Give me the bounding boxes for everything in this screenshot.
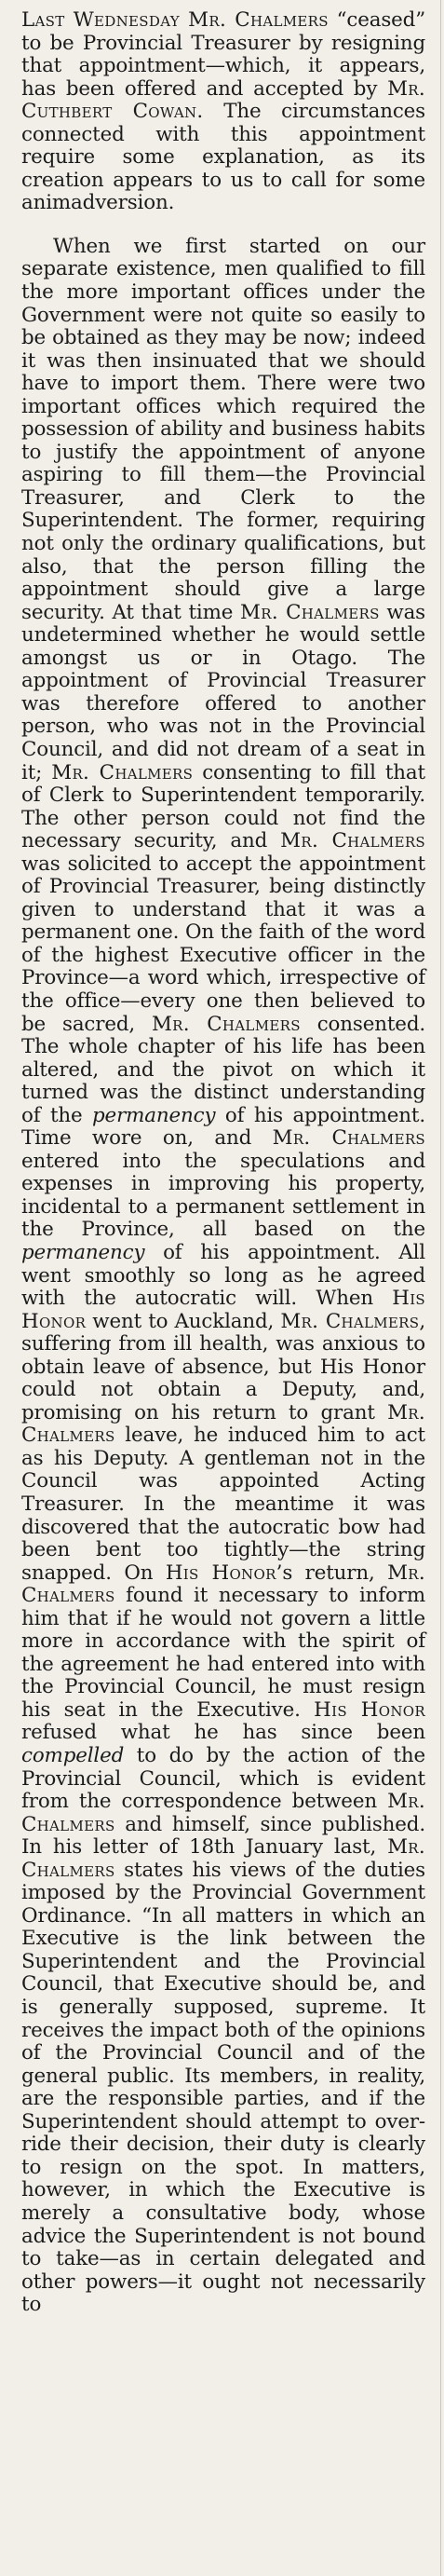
small-caps-name: Mr. Chalmers — [280, 829, 426, 853]
small-caps-name: His Honor — [165, 1561, 276, 1585]
small-caps-name: Mr. Chalmers — [151, 1012, 301, 1036]
small-caps-name: His Honor — [21, 1287, 433, 1333]
small-caps-name: Mr. Chalmers — [272, 1126, 425, 1151]
text-run: states his views of the duties imposed by the Provincial Government Ordinance. “In all matters in which an Executive is the link between the Superintendent and the Provincial Council, that Executive should be, and is generally supposed, supreme. It receives the impact both of the opinions of the Provincial Council and of the general public. Its members, in reality, are the responsible parties, and if the Superintendent should attempt to over-ride their decision, their duty is clearly to resign on the spot. In matters, however, in which the Executive is merely a consultative body, whose advice the Superintendent is not bound to take—as in certain delegated and other powers—it ought not necessarily to — [21, 1858, 432, 2317]
small-caps-name: Mr. Chalmers — [21, 1400, 433, 1448]
small-caps-name: His Honor — [314, 1697, 425, 1722]
small-caps-name: Mr. Chalmers — [21, 1790, 433, 1836]
text-run: was solicited to accept the appointment of Provincial Treasurer, being distinctly given to understand that it was a permanent one. On the faith of the word of the highest Executive officer in the Province—a word which, irrespective of the office—every one then believed to be sacred, — [21, 829, 432, 1036]
small-caps-name: Mr. Chalmers — [280, 1309, 420, 1333]
text-run: found it necessary to inform him that if he would not govern a little more in accordance with the spirit of the agreement he had entered into with the Provincial Council, he must resign his seat in the Executive. — [21, 1584, 432, 1722]
italic-emphasis: permanency — [92, 1103, 216, 1127]
italic-emphasis: compelled — [21, 1744, 125, 1768]
text-run: consenting to fill that of Clerk to Superintendent temporarily. The other person could not find the necessary security, and — [21, 760, 432, 853]
text-run: The circumstances connected with this appointment require some explanation, as its creation appears to us to call for some animadversion. — [21, 100, 432, 215]
small-caps-name: Mr. Cuthbert Cowan. — [21, 76, 433, 124]
small-caps-name: Mr. Chalmers — [21, 1561, 433, 1608]
text-run: “ceased” to be Provincial Treasurer by resigning that appointment—which, it appears, has been offered and accepted by — [21, 8, 432, 101]
small-caps-name: Mr. Chalmers — [21, 1835, 433, 1882]
text-run: was undetermined whether he would settle amongst us or in Otago. The appointment of Provincial Treasurer was therefore offered to another person, who was not in the Provincial Council, and did not dream of a seat in it; — [21, 600, 432, 784]
small-caps-name: Mr. Chalmers — [240, 600, 380, 624]
text-run: went to Auckland, — [86, 1309, 281, 1333]
article-paragraph — [21, 8, 433, 215]
text-run: and himself, since published. In his letter of 18th January last, — [21, 1812, 432, 1860]
text-run: , suffering from ill health, was anxious to obtain leave of absence, but His Honor could not obtain a Deputy, and, promising on his return to grant — [21, 1309, 432, 1424]
text-run: When we first started on our separate existence, men qualified to fill the more important offices under the Government were not quite so easily to be obtained as they may be now; indeed it was then insinuated that we should have to import them. There were two important offices which required the possession of ability and business habits to justify the appointment of anyone aspiring to fill them—the Provincial Treasurer, and Clerk to the Superintendent. The former, requiring not only the ordinary qualifications, but also, that the person filling the appointment should give a large security. At that time — [21, 234, 432, 624]
small-caps-name: Mr. Chalmers — [51, 760, 194, 784]
column-rule — [440, 0, 441, 2576]
text-run: consented. The whole chapter of his life has been altered, and the pivot on which it turned was the distinct understanding of the — [21, 1012, 432, 1127]
article-paragraph — [21, 234, 433, 2317]
text-run: of his appointment. Time wore on, and — [21, 1103, 432, 1151]
italic-emphasis: permanency — [21, 1240, 145, 1264]
small-caps-name: Last Wednesday Mr. Chalmers — [21, 8, 329, 32]
text-run: to do by the action of the Provincial Council, which is evident from the correspondence between — [21, 1744, 432, 1814]
text-run: entered into the speculations and expenses in improving his property, incidental to a permanent settlement in the Province, all based on the — [21, 1126, 432, 1242]
text-run: ’s return, — [276, 1561, 388, 1585]
text-run: refused what he has since been — [21, 1697, 432, 1745]
text-run: of his appointment. All went smoothly so long as he agreed with the autocratic will. When — [21, 1240, 432, 1311]
text-run: leave, he induced him to act as his Deputy. A gentleman not in the Council was appointed Acting Treasurer. In the meantime it was discovered that the autocratic bow had been bent too tightly—the string snapped. On — [21, 1424, 432, 1585]
article-body — [21, 8, 433, 2317]
